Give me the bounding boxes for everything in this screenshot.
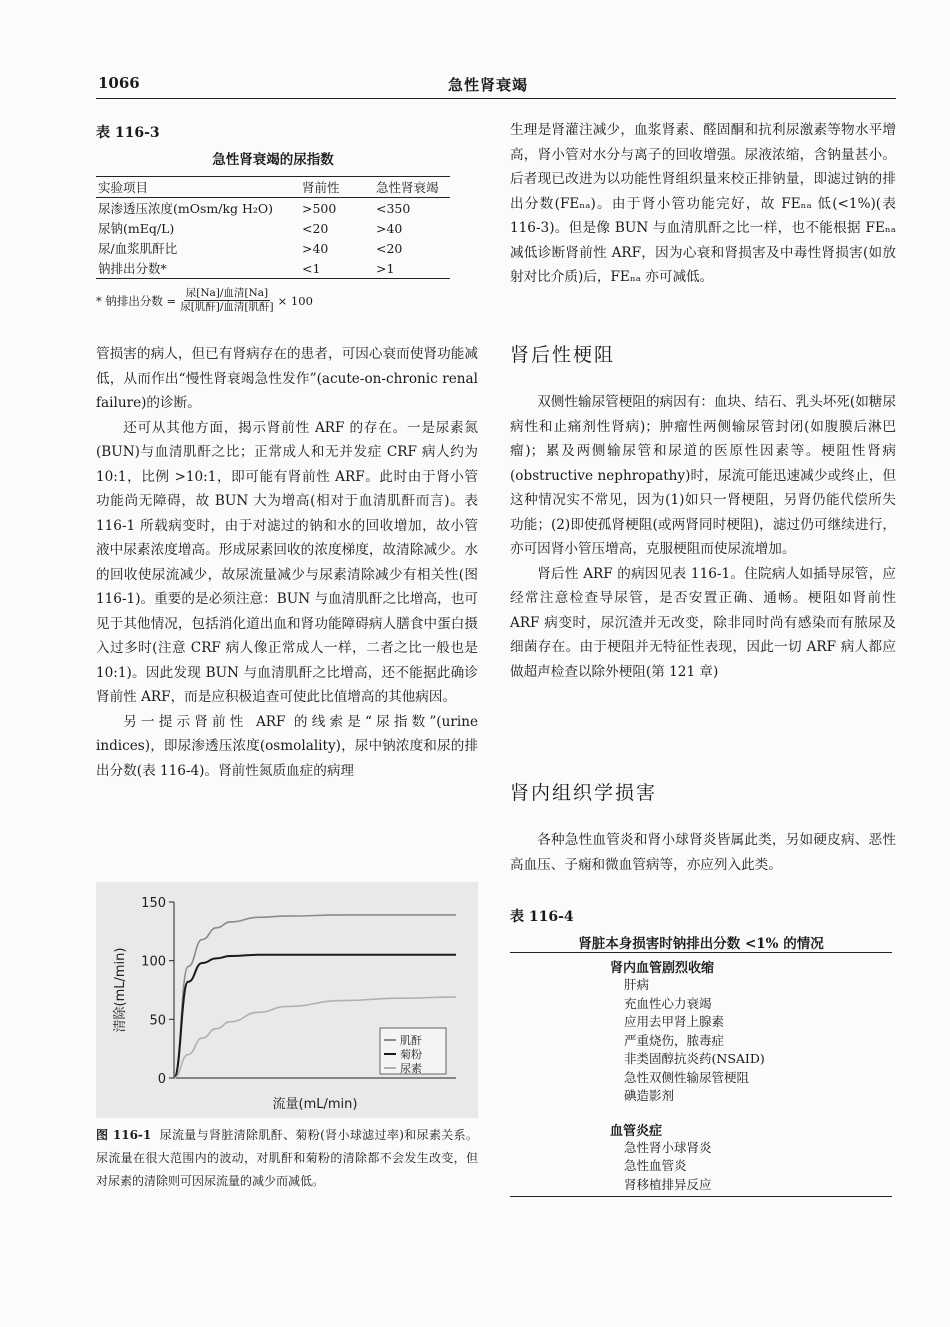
table-cell: 钠排出分数* — [96, 258, 300, 279]
table-cell: >500 — [302, 200, 337, 216]
y-tick-label: 0 — [157, 1072, 166, 1087]
left-body-text — [96, 342, 478, 783]
table-row — [96, 218, 450, 238]
legend-label: 尿素 — [400, 1062, 422, 1075]
table-body — [510, 957, 896, 1194]
table-header-row — [96, 177, 450, 198]
table-cell: <20 — [302, 220, 329, 236]
table-cell: <1 — [300, 258, 374, 279]
running-title: 急性肾衰竭 — [448, 76, 529, 94]
paragraph: 双侧性输尿管梗阻的病因有：血块、结石、乳头坏死(如糖尿病性和止痛剂性肾病)；肿瘤性两侧输尿管封闭(如腹膜后淋巴瘤)；累及两侧输尿管和尿道的医原性因素等。梗阻性肾病(obstructive nephropathy)时，尿流可能迅速减少或终止，但这种情况实不常见，因为(1)如只一肾梗阻，另肾仍能代偿所失功能；(2)即使孤肾梗阻(或两肾同时梗阻)，滤过仍可继续进行，亦可因肾小管压增高，克服梗阻而使尿流增加。 — [510, 394, 896, 557]
right-top-text — [510, 118, 896, 290]
table-116-4 — [510, 906, 896, 1197]
column-header: 实验项目 — [96, 177, 300, 198]
table-label: 表 116-4 — [510, 909, 574, 925]
column-header: 急性肾衰竭 — [374, 177, 450, 198]
table-row — [96, 258, 450, 279]
paragraph: 还可从其他方面，揭示肾前性 ARF 的存在。一是尿素氮(BUN)与血清肌酐之比；正常成人和无并发症 CRF 病人约为 10:1，比例 >10:1，即可能有肾前性 ARF。此时由于肾小管功能尚无障碍，故 BUN 大为增高(相对于血清肌酐而言)。表 116-1 所载病变时，由于对滤过的钠和水的回收增加，故小管液中尿素浓度增高。形成尿素回收的浓度梯度，故清除减少。水的回收使尿流减少，故尿流量减少与尿素清除减少有相关性(图 116-1)。重要的是必须注意：BUN 与血清肌酐之比增高，也可见于其他情况，包括消化道出血和肾功能障碍病人膳食中蛋白摄入过多时(注意 CRF 病人像正常成人一样，二者之比一般也是 10:1)。因此发现 BUN 与血清肌酐之比增高，还不能据此确诊肾前性 ARF，而是应积极追查可使此比值增高的其他病因。 — [96, 419, 478, 705]
table-cell: 尿钠(mEq/L) — [98, 221, 175, 236]
table-title: 肾脏本身损害时钠排出分数 <1% 的情况 — [578, 936, 824, 952]
list-item: 肝病 — [624, 977, 650, 992]
x-axis-title: 流量(mL/min) — [272, 1097, 358, 1112]
group-heading: 血管炎症 — [610, 1123, 663, 1139]
footnote-suffix: × 100 — [277, 293, 313, 308]
table-title: 急性肾衰竭的尿指数 — [212, 152, 334, 168]
table-cell: >1 — [374, 258, 450, 279]
figure-label: 图 116-1 — [96, 1128, 152, 1142]
column-header: 肾前性 — [300, 177, 374, 198]
footnote-numerator: 尿[Na]/血清[Na] — [185, 287, 269, 299]
legend-label: 肌酐 — [400, 1034, 422, 1047]
urine-indices-table — [96, 176, 450, 279]
table-cell: >40 — [302, 240, 329, 256]
list-item: 应用去甲肾上腺素 — [624, 1014, 725, 1029]
table-cell: 尿/血浆肌酐比 — [98, 241, 178, 256]
table-bottom-rule — [510, 1196, 892, 1197]
intrarenal-text — [510, 828, 896, 877]
list-item: 非类固醇抗炎药(NSAID) — [624, 1051, 765, 1066]
figure-caption-text: 尿流量与肾脏清除肌酐、菊粉(肾小球滤过率)和尿素关系。尿流量在很大范围内的波动，对肌酐和菊粉的清除都不会发生改变，但对尿素的清除则可因尿流量的减少而减低。 — [96, 1128, 478, 1188]
table-cell: >40 — [376, 220, 403, 236]
list-item: 充血性心力衰竭 — [624, 995, 712, 1011]
table-cell: <350 — [376, 200, 411, 216]
y-tick-label: 150 — [141, 896, 166, 911]
list-item: 肾移植排异反应 — [624, 1176, 712, 1192]
paragraph: 生理是肾灌注减少，血浆肾素、醛固酮和抗利尿激素等物水平增高，肾小管对水分与离子的回收增强。尿液浓缩，含钠量甚小。后者现已改进为以功能性肾组织量来校正排钠量，即滤过钠的排出分数(FEₙₐ)。由于肾小管功能完好，故 FEₙₐ 低(<1%)(表 116-3)。但是像 BUN 与血清肌酐之比一样，也不能根据 FEₙₐ 减低诊断肾前性 ARF，因为心衰和肾损害及中毒性肾损害(如放射对比介质)后，FEₙₐ 亦可减低。 — [510, 122, 896, 285]
group-heading: 肾内血管剧烈收缩 — [610, 961, 715, 976]
footnote-fraction — [180, 287, 273, 314]
list-item: 急性双侧性输尿管梗阻 — [624, 1069, 750, 1085]
figure-116-1 — [96, 882, 478, 1118]
postrenal-text — [510, 390, 896, 684]
figure-caption — [96, 1124, 478, 1193]
table-cell: <20 — [376, 240, 403, 256]
page-number: 1066 — [98, 74, 140, 92]
table-title-row — [510, 932, 892, 953]
table-cell: 尿渗透压浓度(mOsm/kg H₂O) — [98, 201, 274, 216]
y-tick-label: 50 — [149, 1013, 166, 1029]
list-item: 急性肾小球肾炎 — [624, 1139, 712, 1155]
section-heading-intrarenal: 肾内组织学损害 — [510, 782, 658, 804]
list-item: 碘造影剂 — [624, 1088, 675, 1103]
paragraph: 肾后性 ARF 的病因见表 116-1。住院病人如插导尿管，应经常注意检查导尿管，是否安置正确、通畅。梗阻如肾前性 ARF 病变时，尿沉渣并无改变，除非同时尚有感染而有脓尿及细菌存在。由于梗阻并无特征性表现，因此一切 ARF 病人都应做超声检查以除外梗阻(第 121 章) — [510, 565, 896, 680]
y-tick-label: 100 — [141, 954, 166, 970]
paragraph: 管损害的病人，但已有肾病存在的患者，可因心衰而使肾功能减低，从而作出“慢性肾衰竭急性发作”(acute-on-chronic renal failure)的诊断。 — [96, 346, 478, 411]
group-list — [610, 1139, 896, 1195]
list-item: 急性血管炎 — [624, 1158, 687, 1173]
paragraph: 各种急性血管炎和肾小球肾炎皆属此类，另如硬皮病、恶性高血压、子痫和微血管病等，亦应列入此类。 — [510, 832, 896, 873]
table-116-3 — [96, 122, 478, 314]
paragraph: 另一提示肾前性 ARF 的线索是“尿指数”(urine indices)，即尿渗透压浓度(osmolality)，尿中钠浓度和尿的排出分数(表 116-4)。肾前性氮质血症的病理 — [96, 713, 478, 779]
table-label: 表 116-3 — [96, 125, 160, 141]
legend-label: 菊粉 — [400, 1048, 422, 1061]
list-item: 严重烧伤，脓毒症 — [624, 1032, 725, 1048]
clearance-chart — [96, 882, 478, 1118]
footnote-prefix: * 钠排出分数 = — [96, 293, 177, 308]
section-heading-postrenal: 肾后性梗阻 — [510, 344, 616, 366]
table-row — [96, 198, 450, 219]
table-footnote — [96, 287, 478, 314]
table-row — [96, 238, 450, 258]
y-axis-title: 清除(mL/min) — [113, 947, 128, 1033]
header-rule — [96, 98, 896, 99]
group-list — [610, 976, 896, 1106]
footnote-denominator: 尿[肌酐]/血清[肌酐] — [180, 301, 274, 313]
